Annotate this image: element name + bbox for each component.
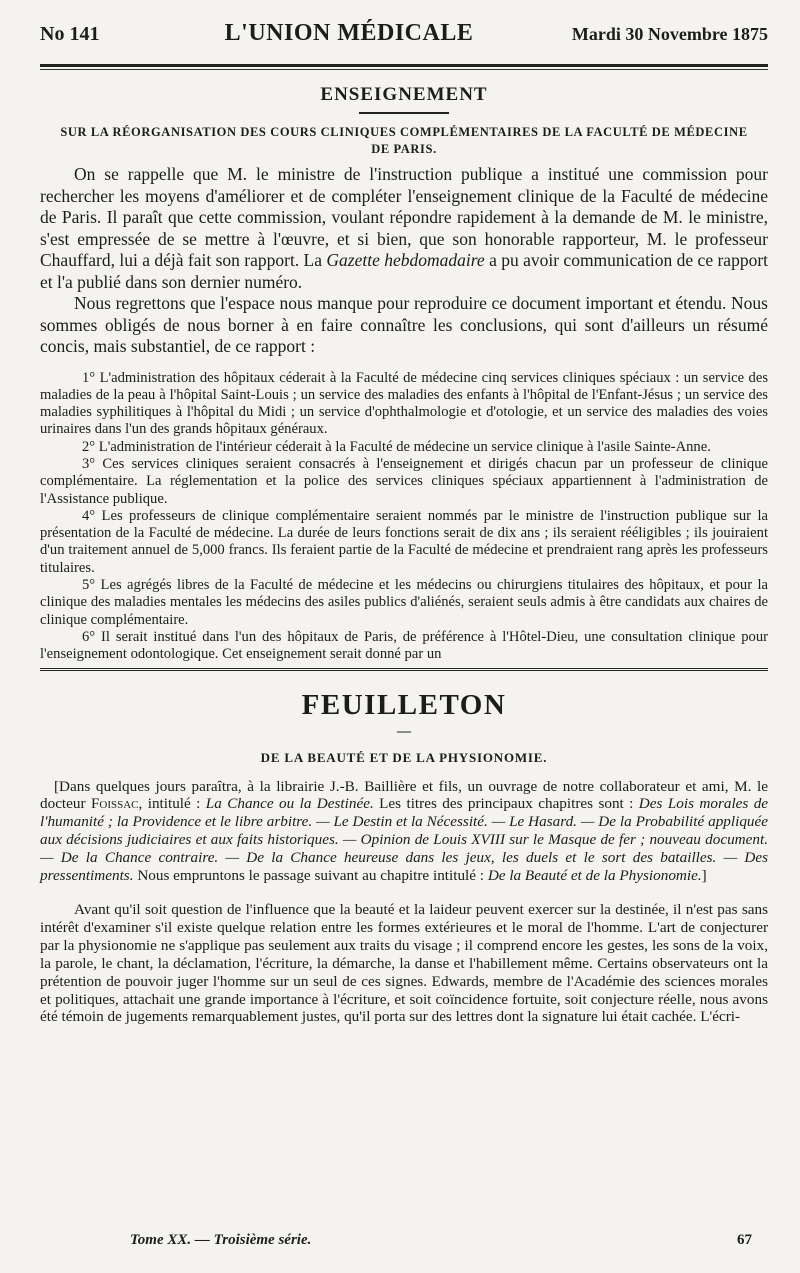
article-paragraph-1 [40, 164, 768, 293]
conclusion-item-2: 2° L'administration de l'intérieur céderait à la Faculté de médecine un service clinique à l'asile Sainte-Anne. [82, 438, 711, 455]
masthead-rule [40, 64, 768, 67]
volume-info: Tome XX. — Troisième série. [130, 1232, 312, 1248]
page-footer [130, 1232, 752, 1249]
intro-text: , intitulé : [138, 795, 201, 813]
feuilleton-subheading: DE LA BEAUTÉ ET DE LA PHYSIONOMIE. [260, 749, 548, 765]
author-name: Foissac [90, 795, 139, 813]
journal-title: L'UNION MÉDICALE [224, 20, 474, 46]
intro-bracket: ] [701, 867, 707, 885]
paragraph-text: a pu avoir communication de ce rapport et l'a publié dans son dernier numéro. [40, 250, 769, 292]
page-number: 67 [737, 1232, 752, 1248]
feuilleton-dash: — [397, 723, 411, 739]
intro-text: [Dans quelques jours paraîtra, à la librairie J.-B. Baillière et fils, un ouvrage de notre collaborateur et ami, M. le docteur [40, 777, 768, 813]
chapter-title: De la Beauté et de la Physionomie. [487, 867, 702, 885]
section-divider [359, 112, 449, 114]
feuilleton-intro [40, 778, 768, 885]
intro-text: Les titres des principaux chapitres sont : [379, 795, 634, 813]
conclusion-item-6: 6° Il serait institué dans l'un des hôpitaux de Paris, de préférence à l'Hôtel-Dieu, une consultation clinique pour l'enseignement odontologique. Cet enseignement serait donné par un [40, 628, 768, 663]
article-subheading: SUR LA RÉORGANISATION DES COURS CLINIQUES COMPLÉMENTAIRES DE LA FACULTÉ DE MÉDECINE DE PARIS. [60, 125, 748, 156]
conclusion-item-3: 3° Ces services cliniques seraient consacrés à l'enseignement et dirigés chacun par un professeur de clinique complémentaire. La réglementation et la police des services cliniques spéciaux appartiennent à l'administration de l'Assistance publique. [40, 455, 768, 507]
article-paragraph-2: Nous regrettons que l'espace nous manque pour reproduire ce document important et étendu. Nous sommes obligés de nous borner à en faire connaître les conclusions, qui sont d'ailleurs un résumé concis, mais substantiel, de ce rapport : [40, 293, 768, 356]
conclusion-item-4: 4° Les professeurs de clinique complémentaire seraient nommés par le ministre de l'instruction publique sur la présentation de la Faculté de médecine. La durée de leurs fonctions serait de dix ans ; ils seraient rééligibles ; ils jouiraient d'un traitement annuel de 5,000 francs. Ils feraient partie de la Faculté de médecine et prendraient rang après les professeurs titulaires. [40, 507, 768, 576]
conclusion-item-5: 5° Les agrégés libres de la Faculté de médecine et les médecins ou chirurgiens titulaires des hôpitaux, et pour la clinique des maladies mentales les médecins des asiles publics d'aliénés, seraient seuls admis à être candidats aux chaires de clinique complémentaire. [40, 577, 768, 628]
book-title: La Chance ou la Destinée. [205, 795, 374, 813]
masthead-rule-thin [40, 69, 768, 70]
conclusion-item-1: 1° L'administration des hôpitaux céderait à la Faculté de médecine cinq services cliniques spéciaux : un service des maladies de la peau à l'hôpital Saint-Louis ; un service des maladies des enfants à l'hôpital de l'Enfant-Jésus ; un service des maladies syphilitiques à l'hôpital du Midi ; un service d'ophthalmologie et d'otologie, et un service des maladies des voies urinaires dans l'un des grands hôpitaux généraux. [40, 369, 768, 438]
feuilleton-body: Avant qu'il soit question de l'influence que la beauté et la laideur peuvent exercer sur la destinée, il n'est pas sans intérêt d'examiner s'il existe quelque relation entre les formes extérieures et le moral de l'homme. L'art de conjecturer par la physionomie ne s'applique pas seulement aux traits du visage ; il comprend encore les gestes, les sons de la voix, la parole, le chant, la déclamation, l'écriture, la démarche, la danse et l'habillement même. Certains observateurs ont la prétention de pouvoir juger l'homme sur un seul de ces signes. Edwards, membre de l'Académie des sciences morales et politiques, attachait une grande importance à l'écriture, et soit coïncidence fortuite, soit conjecture réelle, nous avons été témoin de jugements remarquablement justes, qu'il porta sur des lettres dont la signature lui était cachée. L'écri- [40, 900, 768, 1026]
conclusions-list [40, 370, 768, 664]
section-title-enseignement: ENSEIGNEMENT [320, 84, 488, 105]
publication-name: Gazette hebdomadaire [326, 250, 485, 270]
chapter-list: Des Lois morales de l'humanité ; la Providence et le libre arbitre. — Le Destin et la Nécessité. — Le Hasard. — De la Probabilité appliquée aux décisions judiciaires et aux faits historiques. — Opinion de Louis XVIII sur le Masque de fer ; nouveau document. — De la Chance contraire. — De la Chance heureuse dans les jeux, les duels et le sort des batailles. — Des pressentiments. [40, 795, 769, 885]
intro-text: Nous empruntons le passage suivant au chapitre intitulé : [137, 867, 485, 885]
masthead [40, 20, 768, 60]
issue-number: No 141 [40, 23, 100, 45]
feuilleton-rule [40, 668, 768, 675]
issue-date: Mardi 30 Novembre 1875 [571, 24, 768, 44]
section-title-feuilleton: FEUILLETON [301, 688, 507, 721]
paragraph-text: On se rappelle que M. le ministre de l'instruction publique a institué une commission pour rechercher les moyens d'améliorer et de compléter l'enseignement clinique de la Faculté de médecine de Paris. Il paraît que cette commission, voulant répondre rapidement à la demande de M. le ministre, s'est empressée de se mettre à l'œuvre, et si bien, que son honorable rapporteur, M. le professeur Chauffard, lui a déjà fait son rapport. La [40, 164, 768, 270]
